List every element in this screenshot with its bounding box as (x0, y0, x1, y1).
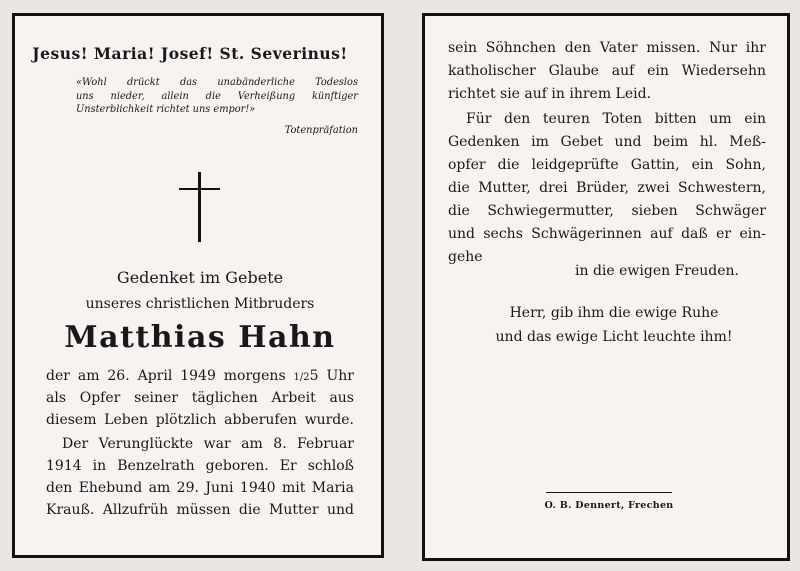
cross-icon (178, 172, 222, 244)
text-line: die Mutter, drei Brüder, zwei Schwestern, (448, 180, 766, 196)
quote-source: Totenpräfation (284, 125, 358, 136)
divider-line (546, 492, 672, 493)
text-line: gehe (448, 249, 483, 265)
quote-line: Unsterblichkeit richtet uns empor!» (76, 104, 256, 115)
prayer-line: und das ewige Licht leuchte ihm! (495, 329, 733, 345)
printer-imprint: O. B. Dennert, Frechen (544, 500, 674, 511)
deceased-name: Matthias Hahn (64, 320, 336, 355)
prayer-line: Herr, gib ihm die ewige Ruhe (509, 305, 719, 321)
text-line: und sechs Schwägerinnen auf daß er ein- (448, 226, 766, 242)
text-line: opfer die leidgeprüfte Gattin, ein Sohn, (448, 157, 766, 173)
quote-line: «Wohl drückt das unabänderliche Todeslos (76, 77, 358, 88)
text-line: 1914 in Benzelrath geboren. Er schloß (46, 458, 354, 474)
heading-commemoration: Gedenket im Gebete (116, 268, 284, 287)
text-line: katholischer Glaube auf ein Wiedersehn (448, 63, 766, 79)
quote-block (76, 76, 358, 117)
text-line: Gedenken im Gebet und beim hl. Meß- (448, 134, 766, 150)
text-line: diesem Leben plötzlich abberufen wurde. (46, 412, 354, 428)
text-line: Der Verunglückte war am 8. Februar (62, 436, 354, 452)
text-line: die Schwiegermutter, sieben Schwäger (448, 203, 766, 219)
text-line: Für den teuren Toten bitten um ein (466, 111, 766, 127)
text-line: als Opfer seiner täglichen Arbeit aus (46, 390, 354, 406)
heading-brother: unseres christlichen Mitbruders (85, 296, 315, 312)
text-line: Krauß. Allzufrüh müssen die Mutter und (46, 502, 354, 518)
invocation-line: Jesus! Maria! Josef! St. Severinus! (32, 44, 348, 63)
text-line: in die ewigen Freuden. (575, 263, 740, 279)
quote-line: uns nieder, allein die Verheißung künftiger (76, 90, 358, 102)
text-line: den Ehebund am 29. Juni 1940 mit Maria (46, 480, 354, 496)
text-line: der am 26. April 1949 morgens 1/25 Uhr (46, 368, 354, 384)
text-line: sein Söhnchen den Vater missen. Nur ihr (448, 40, 766, 56)
text-line: richtet sie auf in ihrem Leid. (448, 86, 652, 102)
